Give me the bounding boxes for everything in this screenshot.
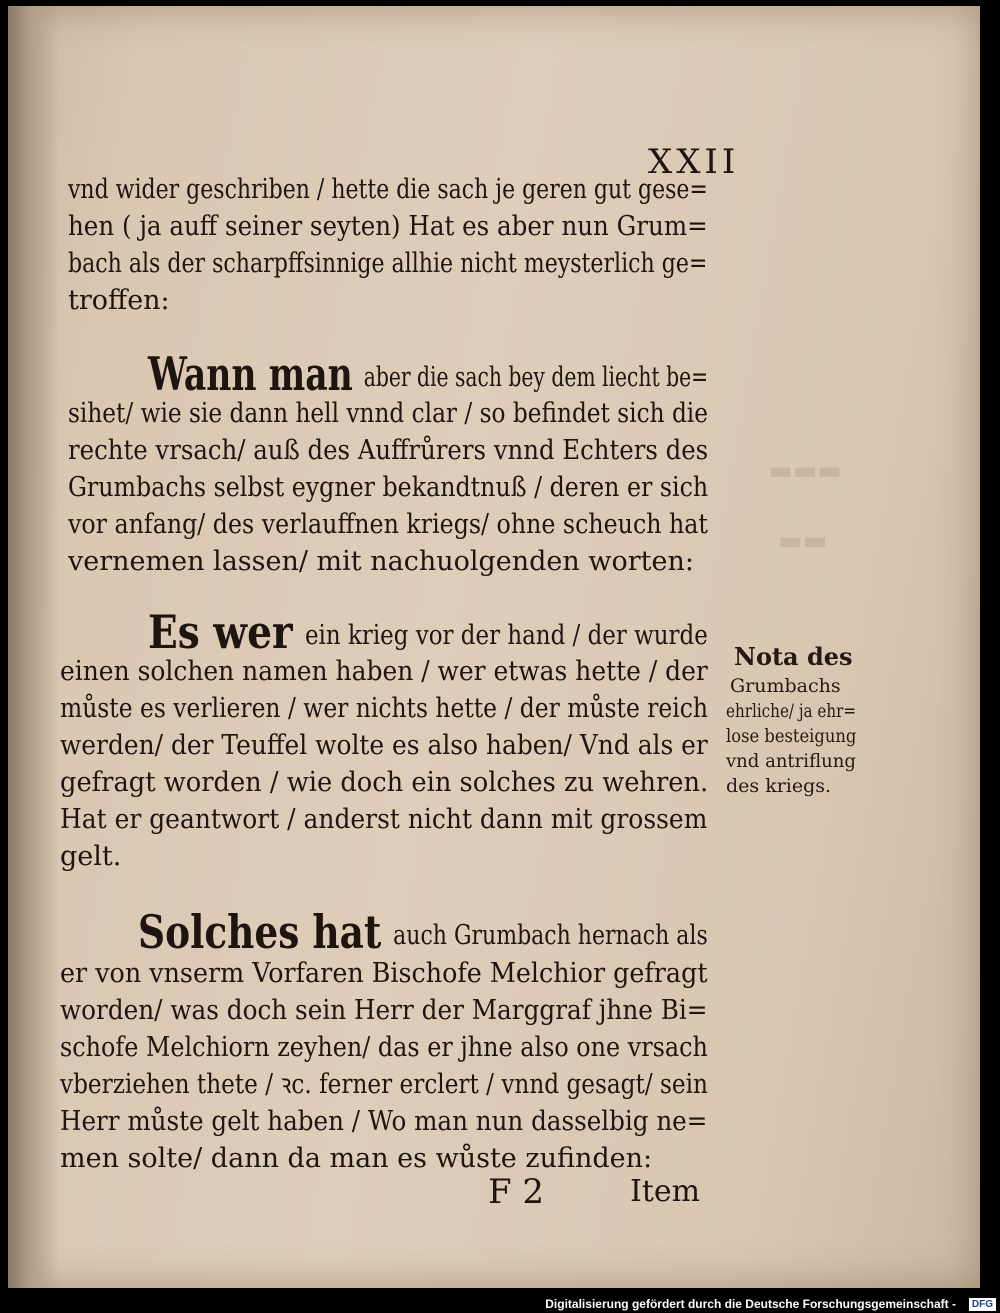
text-line: vernemen lassen/ mit nachuolgenden worten: [68,546,694,577]
marginal-note-line: vnd antriflung [726,750,856,772]
text-line: schofe Melchiorn zeyhen/ das er jhne also one vrsach [60,1032,708,1063]
text-line: bach als der scharpffsinnige allhie nicht meysterlich ge= [68,248,708,279]
text-line: Grumbachs selbst eygner bekandtnuß / deren er sich [68,472,709,503]
marginal-note-line: des kriegs. [726,775,832,797]
text-line: můste es verlieren / wer nichts hette / der můste reich [60,693,708,724]
text-line: werden/ der Teuffel wolte es also haben/ Vnd als er [60,730,708,761]
text-line: vberziehen thete / ꝛc. ferner erclert / vnnd gesagt/ sein [60,1069,708,1100]
text-line: hen ( ja auff seiner seyten) Hat es aber nun Grum= [68,211,708,242]
text-line: einen solchen namen haben / wer etwas hette / der [60,656,708,687]
marginal-note-line: Grumbachs [730,675,841,697]
catchword: Item [630,1174,701,1209]
text-line: gefragt worden / wie doch ein solches zu wehren. [60,767,709,798]
text-line: troffen: [68,285,170,316]
text-line: worden/ was doch sein Herr der Marggraf jhne Bi= [60,995,708,1026]
marginal-note-line: lose besteigung [726,725,857,747]
text-line: gelt. [60,841,122,872]
dfg-logo: DFG [969,1298,996,1311]
text-line: rechte vrsach/ auß des Auffrůrers vnnd Echters des [68,435,709,466]
text-line: sihet/ wie sie dann hell vnnd clar / so befindet sich die [68,398,708,429]
paragraph-initial: Es wer [148,605,293,659]
marginal-note-head: Nota des [734,642,853,671]
text-line: vor anfang/ des verlauffnen kriegs/ ohne scheuch hat [68,509,708,540]
text-line: men solte/ dann da man es wůste zufinden: [60,1143,653,1174]
paragraph-first-line [148,605,708,659]
funding-notice: Digitalisierung gefördert durch die Deutsche Forschungsgemeinschaft - [545,1297,956,1311]
bleed-through-mark: ▬▬ [778,526,828,556]
book-page [8,6,980,1288]
text-run: auch Grumbach hernach als [386,920,708,951]
marginal-note-line: ehrliche/ ja ehr= [726,700,857,722]
folio-number: XXII [648,142,740,182]
paragraph-first-line [148,347,709,401]
paragraph-first-line [138,905,708,959]
text-line: Herr můste gelt haben / Wo man nun dasselbig ne= [60,1106,708,1137]
signature-mark: F 2 [488,1172,545,1212]
bleed-through-mark: ▬▬▬ [768,456,842,486]
paragraph-initial: Solches hat [138,905,382,959]
page-gutter-shadow [8,6,60,1288]
text-line: vnd wider geschriben / hette die sach je geren gut gese= [68,174,708,205]
text-run: ein krieg vor der hand / der wurde [297,620,708,651]
paragraph-initial: Wann man [148,347,353,401]
text-run: aber die sach bey dem liecht be= [357,362,709,393]
text-line: er von vnserm Vorfaren Bischofe Melchior gefragt [60,958,708,989]
text-line: Hat er geantwort / anderst nicht dann mit grossem [60,804,708,835]
